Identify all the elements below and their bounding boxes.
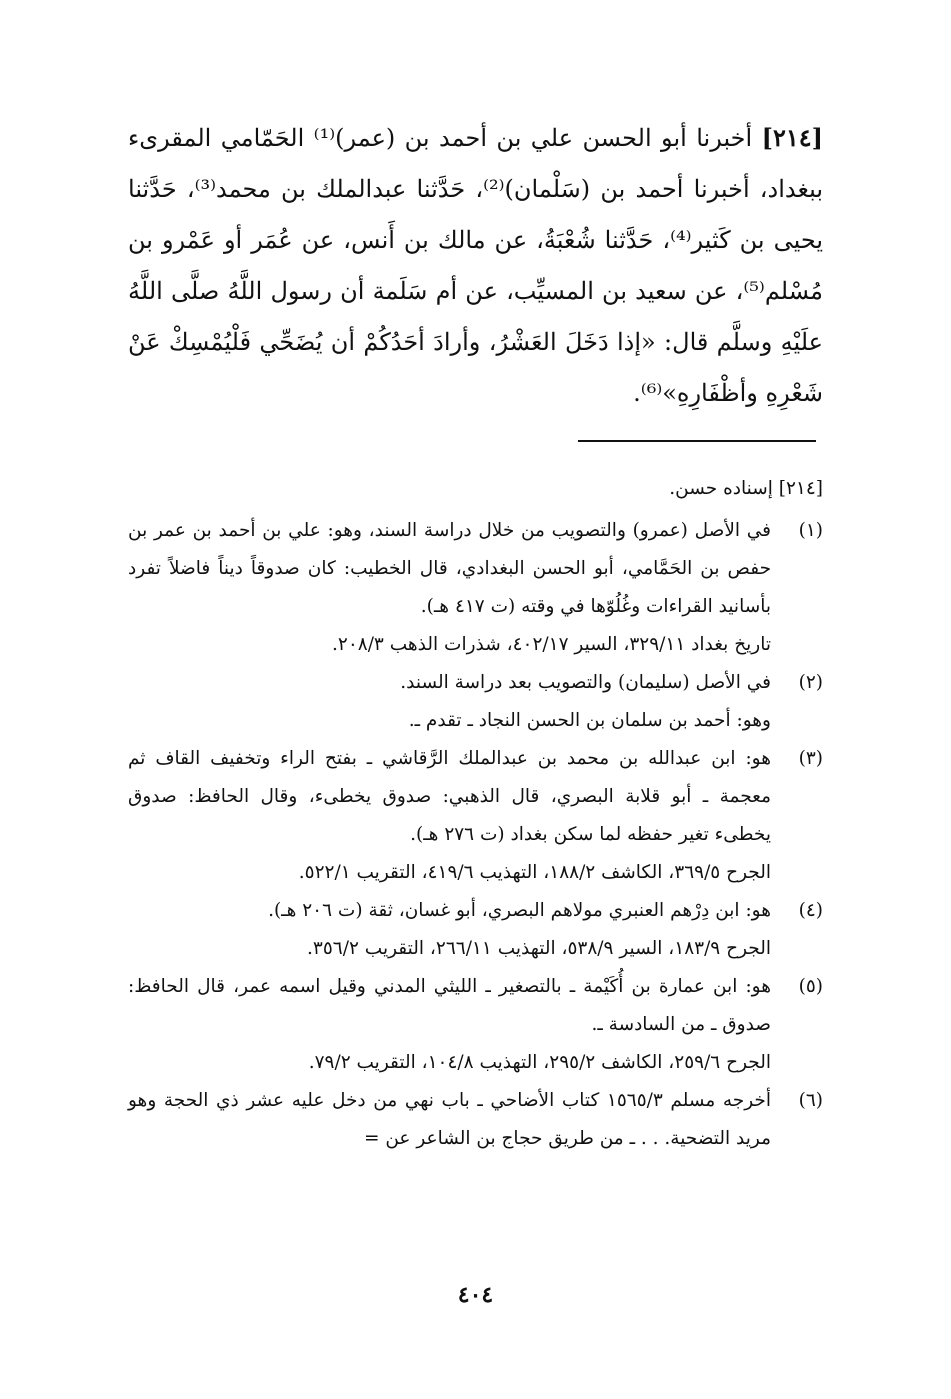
footnote-number: (١) [798, 520, 823, 541]
footnote-body [128, 1082, 771, 1158]
footnote-1 [128, 512, 823, 664]
footnote-4 [128, 892, 823, 968]
footnote-divider [578, 440, 816, 442]
footnote-line: هو: ابن دِرْهم العنبري مولاهم البصري، أبو غسان، ثقة (ت ٢٠٦ هـ). [268, 900, 771, 921]
page-number: ٤٠٤ [457, 1282, 494, 1308]
footnote-line: في الأصل (سليمان) والتصويب بعد دراسة السند. [400, 672, 771, 693]
footnote-3 [128, 740, 823, 892]
footnote-line: تاريخ بغداد ٣٢٩/١١، السير ٤٠٢/١٧، شذرات الذهب ٢٠٨/٣. [332, 634, 771, 655]
hadith-text [128, 112, 823, 419]
footnote-body [128, 512, 771, 664]
footnote-line: هو: ابن عمارة بن أُكَيْمة ـ بالتصغير ـ الليثي المدني وقيل اسمه عمر، قال الحافظ: صدوق ـ من السادسة ـ. [128, 976, 771, 1035]
footnote-2 [128, 664, 823, 740]
footnote-6 [128, 1082, 823, 1158]
hadith-body: أخبرنا أبو الحسن علي بن أحمد بن (عمر)⁽¹⁾ الحَمّامي المقرىء ببغداد، أخبرنا أحمد بن (سَلْمان)⁽²⁾، حَدَّثنا عبدالملك بن محمد⁽³⁾، حَدَّثنا يحيى بن كَثير⁽⁴⁾، حَدَّثنا شُعْبَةُ، عن مالك بن أَنس، عن عُمَر أو عَمْرو بن مُسْلم⁽⁵⁾، عن سعيد بن المسيِّب، عن أم سَلَمة أن رسول اللَّهُ صلَّى اللَّهُ علَيْهِ وسلَّم قال: «إذا دَخَلَ العَشْرُ، وأرادَ أحَدُكُمْ أن يُضَحِّي فَلْيُمْسِكْ عَنْ شَعْرِهِ وأظْفَارِهِ»⁽⁶⁾. [128, 124, 824, 407]
footnote-line: هو: ابن عبدالله بن محمد بن عبدالملك الرَّقاشي ـ بفتح الراء وتخفيف القاف ثم معجمة ـ أبو قلابة البصري، قال الذهبي: صدوق يخطىء، وقال الحافظ: صدوق يخطىء تغير حفظه لما سكن بغداد (ت ٢٧٦ هـ). [128, 748, 771, 845]
footnote-number: (٦) [798, 1090, 823, 1111]
footnote-line: الجرح ١٨٣/٩، السير ٥٣٨/٩، التهذيب ٢٦٦/١١، التقريب ٣٥٦/٢. [307, 938, 771, 959]
footnote-body [128, 968, 771, 1082]
footnotes [128, 470, 823, 1158]
footnote-number: (٥) [798, 976, 823, 997]
footnote-line: الجرح ٢٥٩/٦، الكاشف ٢٩٥/٢، التهذيب ١٠٤/٨، التقريب ٧٩/٢. [308, 1052, 771, 1073]
footnote-line: في الأصل (عمرو) والتصويب من خلال دراسة السند، وهو: علي بن أحمد بن عمر بن حفص بن الحَمَّامي، أبو الحسن البغدادي، قال الخطيب: كان صدوقاً ديناً فاضلاً تفرد بأسانيد القراءات وغُلُوّها في وقته (ت ٤١٧ هـ). [128, 520, 771, 617]
footnote-body [128, 664, 771, 740]
footnote-line: الجرح ٣٦٩/٥، الكاشف ١٨٨/٢، التهذيب ٤١٩/٦، التقريب ٥٢٢/١. [298, 862, 771, 883]
footnote-number: (٤) [798, 900, 823, 921]
footnote-number: (٢) [798, 672, 823, 693]
footnote-line: وهو: أحمد بن سلمان بن الحسن النجاد ـ تقدم ـ. [408, 710, 771, 731]
footnote-5 [128, 968, 823, 1082]
footnote-body [128, 892, 771, 968]
footnote-body [128, 740, 771, 892]
footnotes-header: [٢١٤] إسناده حسن. [669, 478, 823, 499]
hadith-number: [٢١٤] [761, 123, 823, 152]
footnote-line: أخرجه مسلم ١٥٦٥/٣ كتاب الأضاحي ـ باب نهي من دخل عليه عشر ذي الحجة وهو مريد التضحية. . . ـ من طريق حجاج بن الشاعر عن = [128, 1090, 771, 1149]
footnote-number: (٣) [798, 748, 823, 769]
